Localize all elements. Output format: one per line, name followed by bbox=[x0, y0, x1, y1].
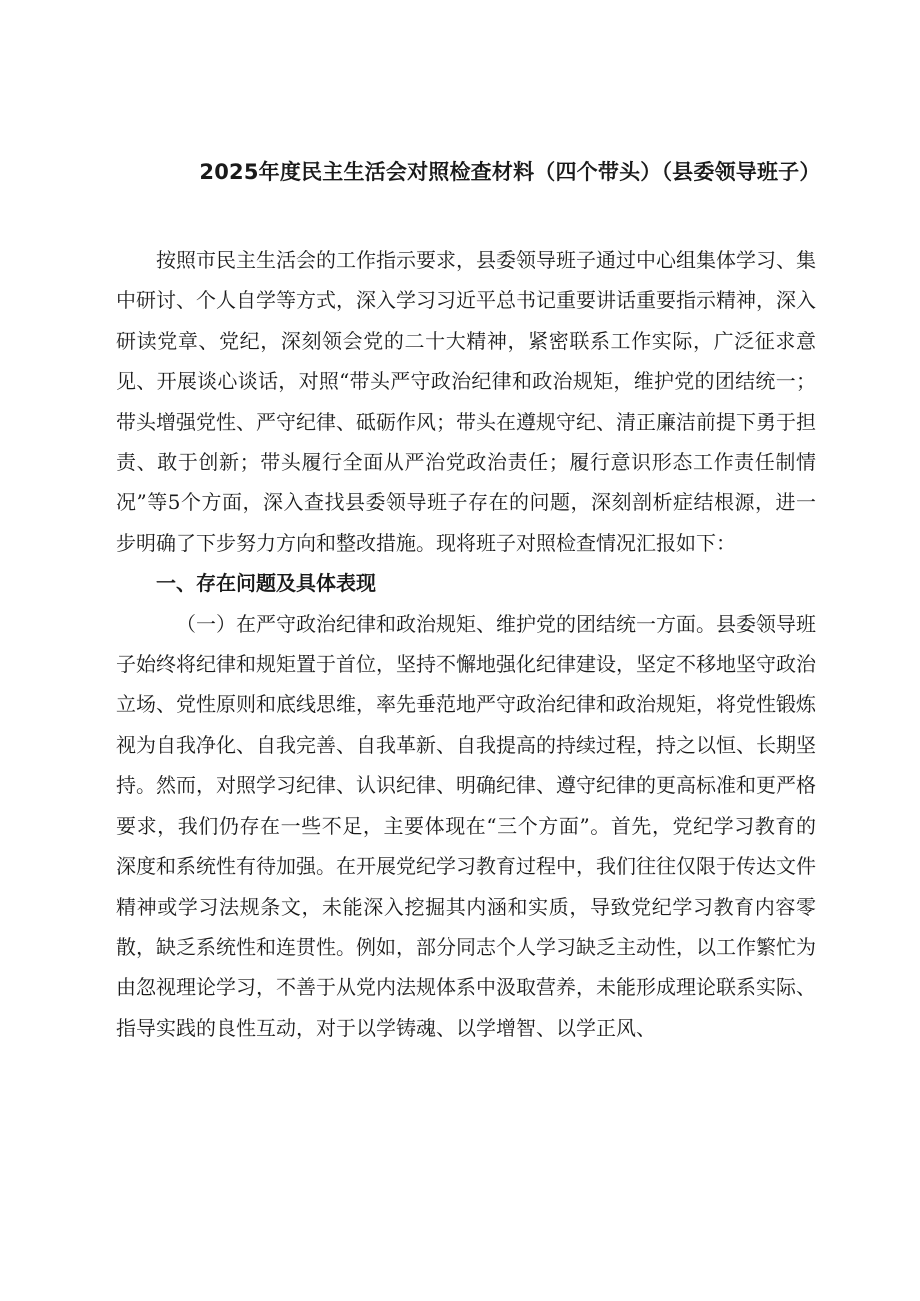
intro-paragraph: 按照市民主生活会的工作指示要求，县委领导班子通过中心组集体学习、集中研讨、个人自学等方式，深入学习习近平总书记重要讲话重要指示精神，深入研读党章、党纪，深刻领会党的二十大精神，紧密联系工作实际，广泛征求意见、开展谈心谈话，对照“带头严守政治纪律和政治规矩，维护党的团结统一；带头增强党性、严守纪律、砥砺作风；带头在遵规守纪、清正廉洁前提下勇于担责、敢于创新；带头履行全面从严治党政治责任；履行意识形态工作责任制情况”等5个方面，深入查找县委领导班子存在的问题，深刻剖析症结根源，进一步明确了下步努力方向和整改措施。现将班子对照检查情况汇报如下： bbox=[116, 248, 816, 555]
subsection-paragraph-political-discipline: （一）在严守政治纪律和政治规矩、维护党的团结统一方面。县委领导班子始终将纪律和规矩置于首位，坚持不懈地强化纪律建设，坚定不移地坚守政治立场、党性原则和底线思维，率先垂范地严守政治纪律和政治规矩，将党性锻炼视为自我净化、自我完善、自我革新、自我提高的持续过程，持之以恒、长期坚持。然而，对照学习纪律、认识纪律、明确纪律、遵守纪律的更高标准和更严格要求，我们仍存在一些不足，主要体现在“三个方面”。首先，党纪学习教育的深度和系统性有待加强。在开展党纪学习教育过程中，我们往往仅限于传达文件精神或学习法规条文，未能深入挖掘其内涵和实质，导致党纪学习教育内容零散，缺乏系统性和连贯性。例如，部分同志个人学习缺乏主动性，以工作繁忙为由忽视理论学习，不善于从党内法规体系中汲取营养，未能形成理论联系实际、指导实践的良性互动，对于以学铸魂、以学增智、以学正风、 bbox=[116, 611, 816, 1040]
document-title: 2025年度民主生活会对照检查材料（四个带头）（县委领导班子） bbox=[199, 160, 821, 184]
section-heading-problems: 一、存在问题及具体表现 bbox=[156, 571, 376, 596]
document-body bbox=[116, 240, 816, 1048]
